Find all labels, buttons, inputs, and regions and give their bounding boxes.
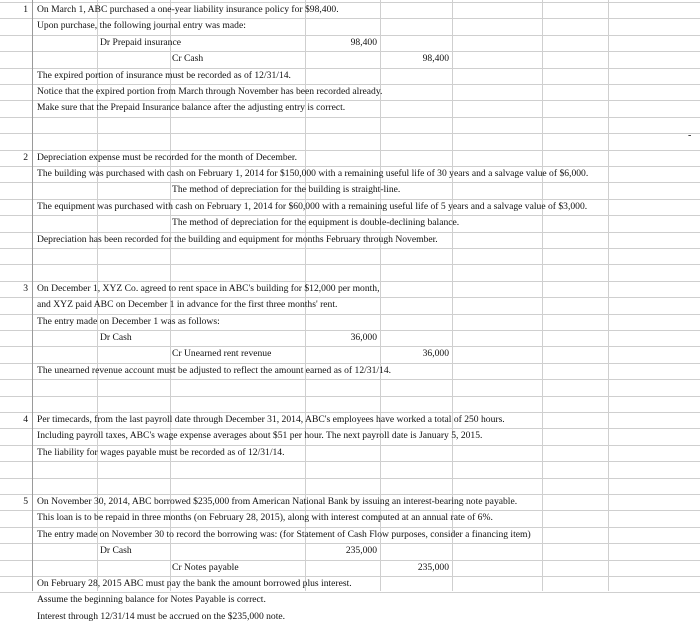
instruction-text: Depreciation has been recorded for the building and equipment for months February through November. <box>37 234 438 245</box>
problem-2-row <box>0 150 700 166</box>
problem-2-row <box>0 182 700 198</box>
problem-1-row <box>0 51 700 67</box>
debit-amount: 98,400 <box>350 37 377 48</box>
instruction-text: On November 30, 2014, ABC borrowed $235,000 from American National Bank by issuing an interest-bearing note payable. <box>37 496 518 507</box>
instruction-text: The liability for wages payable must be recorded as of 12/31/14. <box>37 447 285 458</box>
instruction-text: and XYZ paid ABC on December 1 in advance for the first three months' rent. <box>37 299 338 310</box>
instruction-text: The entry made on November 30 to record the borrowing was: (for Statement of Cash Flow purposes, consider a financing item) <box>37 529 531 540</box>
problem-4-row <box>0 412 700 428</box>
problem-2-row <box>0 232 700 248</box>
problem-5-row <box>0 494 700 510</box>
grid-row-line <box>0 379 700 380</box>
journal-credit-account: Cr Cash <box>172 53 204 64</box>
credit-amount: 36,000 <box>422 348 449 359</box>
instruction-text: Upon purchase, the following journal entry was made: <box>37 20 246 31</box>
problem-4-row <box>0 445 700 461</box>
problem-3-row <box>0 330 700 346</box>
problem-4-row <box>0 428 700 444</box>
problem-number: 2 <box>23 152 28 163</box>
journal-debit-account: Dr Prepaid insurance <box>100 37 181 48</box>
problem-2-row <box>0 166 700 182</box>
problem-5-row <box>0 576 700 592</box>
stray-dash-mark: - <box>688 130 692 141</box>
problem-1-row <box>0 2 700 18</box>
instruction-text: On February 28, 2015 ABC must pay the bank the amount borrowed plus interest. <box>37 578 352 589</box>
problem-2-row <box>0 199 700 215</box>
problem-5-row <box>0 609 700 625</box>
grid-row-line <box>0 133 700 134</box>
problem-5-row <box>0 510 700 526</box>
credit-amount: 98,400 <box>422 53 449 64</box>
instruction-text: The building was purchased with cash on February 1, 2014 for $150,000 with a remaining useful life of 30 years and a salvage value of $6,000. <box>37 168 589 179</box>
grid-row-line <box>0 117 700 118</box>
problem-3-row <box>0 281 700 297</box>
journal-debit-account: Dr Cash <box>100 545 132 556</box>
problem-3-row <box>0 314 700 330</box>
credit-amount: 235,000 <box>417 562 449 573</box>
journal-credit-account: The method of depreciation for the building is straight-line. <box>172 184 401 195</box>
instruction-text: This loan is to be repaid in three months (on February 28, 2015), along with interest computed at an annual rate of 6%. <box>37 512 493 523</box>
instruction-text: The entry made on December 1 was as follows: <box>37 316 220 327</box>
problem-1-row <box>0 68 700 84</box>
instruction-text: The expired portion of insurance must be recorded as of 12/31/14. <box>37 70 291 81</box>
problem-1-row <box>0 100 700 116</box>
grid-row-line <box>0 461 700 462</box>
problem-number: 4 <box>23 414 28 425</box>
problem-2-row <box>0 215 700 231</box>
problem-number: 1 <box>23 4 28 15</box>
instruction-text: Assume the beginning balance for Notes Payable is correct. <box>37 594 266 605</box>
problem-3-row <box>0 297 700 313</box>
journal-credit-account: Cr Notes payable <box>172 562 239 573</box>
problem-5-row <box>0 543 700 559</box>
grid-row-line <box>0 264 700 265</box>
instruction-text: On March 1, ABC purchased a one-year liability insurance policy for $98,400. <box>37 4 339 15</box>
problem-5-row <box>0 527 700 543</box>
instruction-text: The equipment was purchased with cash on February 1, 2014 for $60,000 with a remaining useful life of 5 years and a salvage value of $3,000. <box>37 201 588 212</box>
grid-row-line <box>0 248 700 249</box>
journal-credit-account: The method of depreciation for the equipment is double-declining balance. <box>172 217 460 228</box>
problem-3-row <box>0 363 700 379</box>
instruction-text: Depreciation expense must be recorded for the month of December. <box>37 152 297 163</box>
instruction-text: On December 1, XYZ Co. agreed to rent space in ABC's building for $12,000 per month, <box>37 283 380 294</box>
instruction-text: Interest through 12/31/14 must be accrued on the $235,000 note. <box>37 611 286 622</box>
problem-3-row <box>0 346 700 362</box>
instruction-text: Make sure that the Prepaid Insurance balance after the adjusting entry is correct. <box>37 102 346 113</box>
grid-row-line <box>0 396 700 397</box>
instruction-text: Notice that the expired portion from March through November has been recorded already. <box>37 86 383 97</box>
instruction-text: Per timecards, from the last payroll date through December 31, 2014, ABC's employees have worked a total of 250 hours. <box>37 414 505 425</box>
problem-5-row <box>0 592 700 608</box>
journal-credit-account: Cr Unearned rent revenue <box>172 348 272 359</box>
instruction-text: Including payroll taxes, ABC's wage expense averages about $51 per hour. The next payroll date is January 5, 2015. <box>37 430 483 441</box>
problem-5-row <box>0 560 700 576</box>
debit-amount: 235,000 <box>345 545 377 556</box>
grid-row-line <box>0 478 700 479</box>
journal-debit-account: Dr Cash <box>100 332 132 343</box>
problem-1-row <box>0 35 700 51</box>
problem-number: 3 <box>23 283 28 294</box>
problem-number: 5 <box>23 496 28 507</box>
problem-1-row <box>0 84 700 100</box>
problem-1-row <box>0 18 700 34</box>
debit-amount: 36,000 <box>350 332 377 343</box>
instruction-text: The unearned revenue account must be adjusted to reflect the amount earned as of 12/31/14. <box>37 365 392 376</box>
